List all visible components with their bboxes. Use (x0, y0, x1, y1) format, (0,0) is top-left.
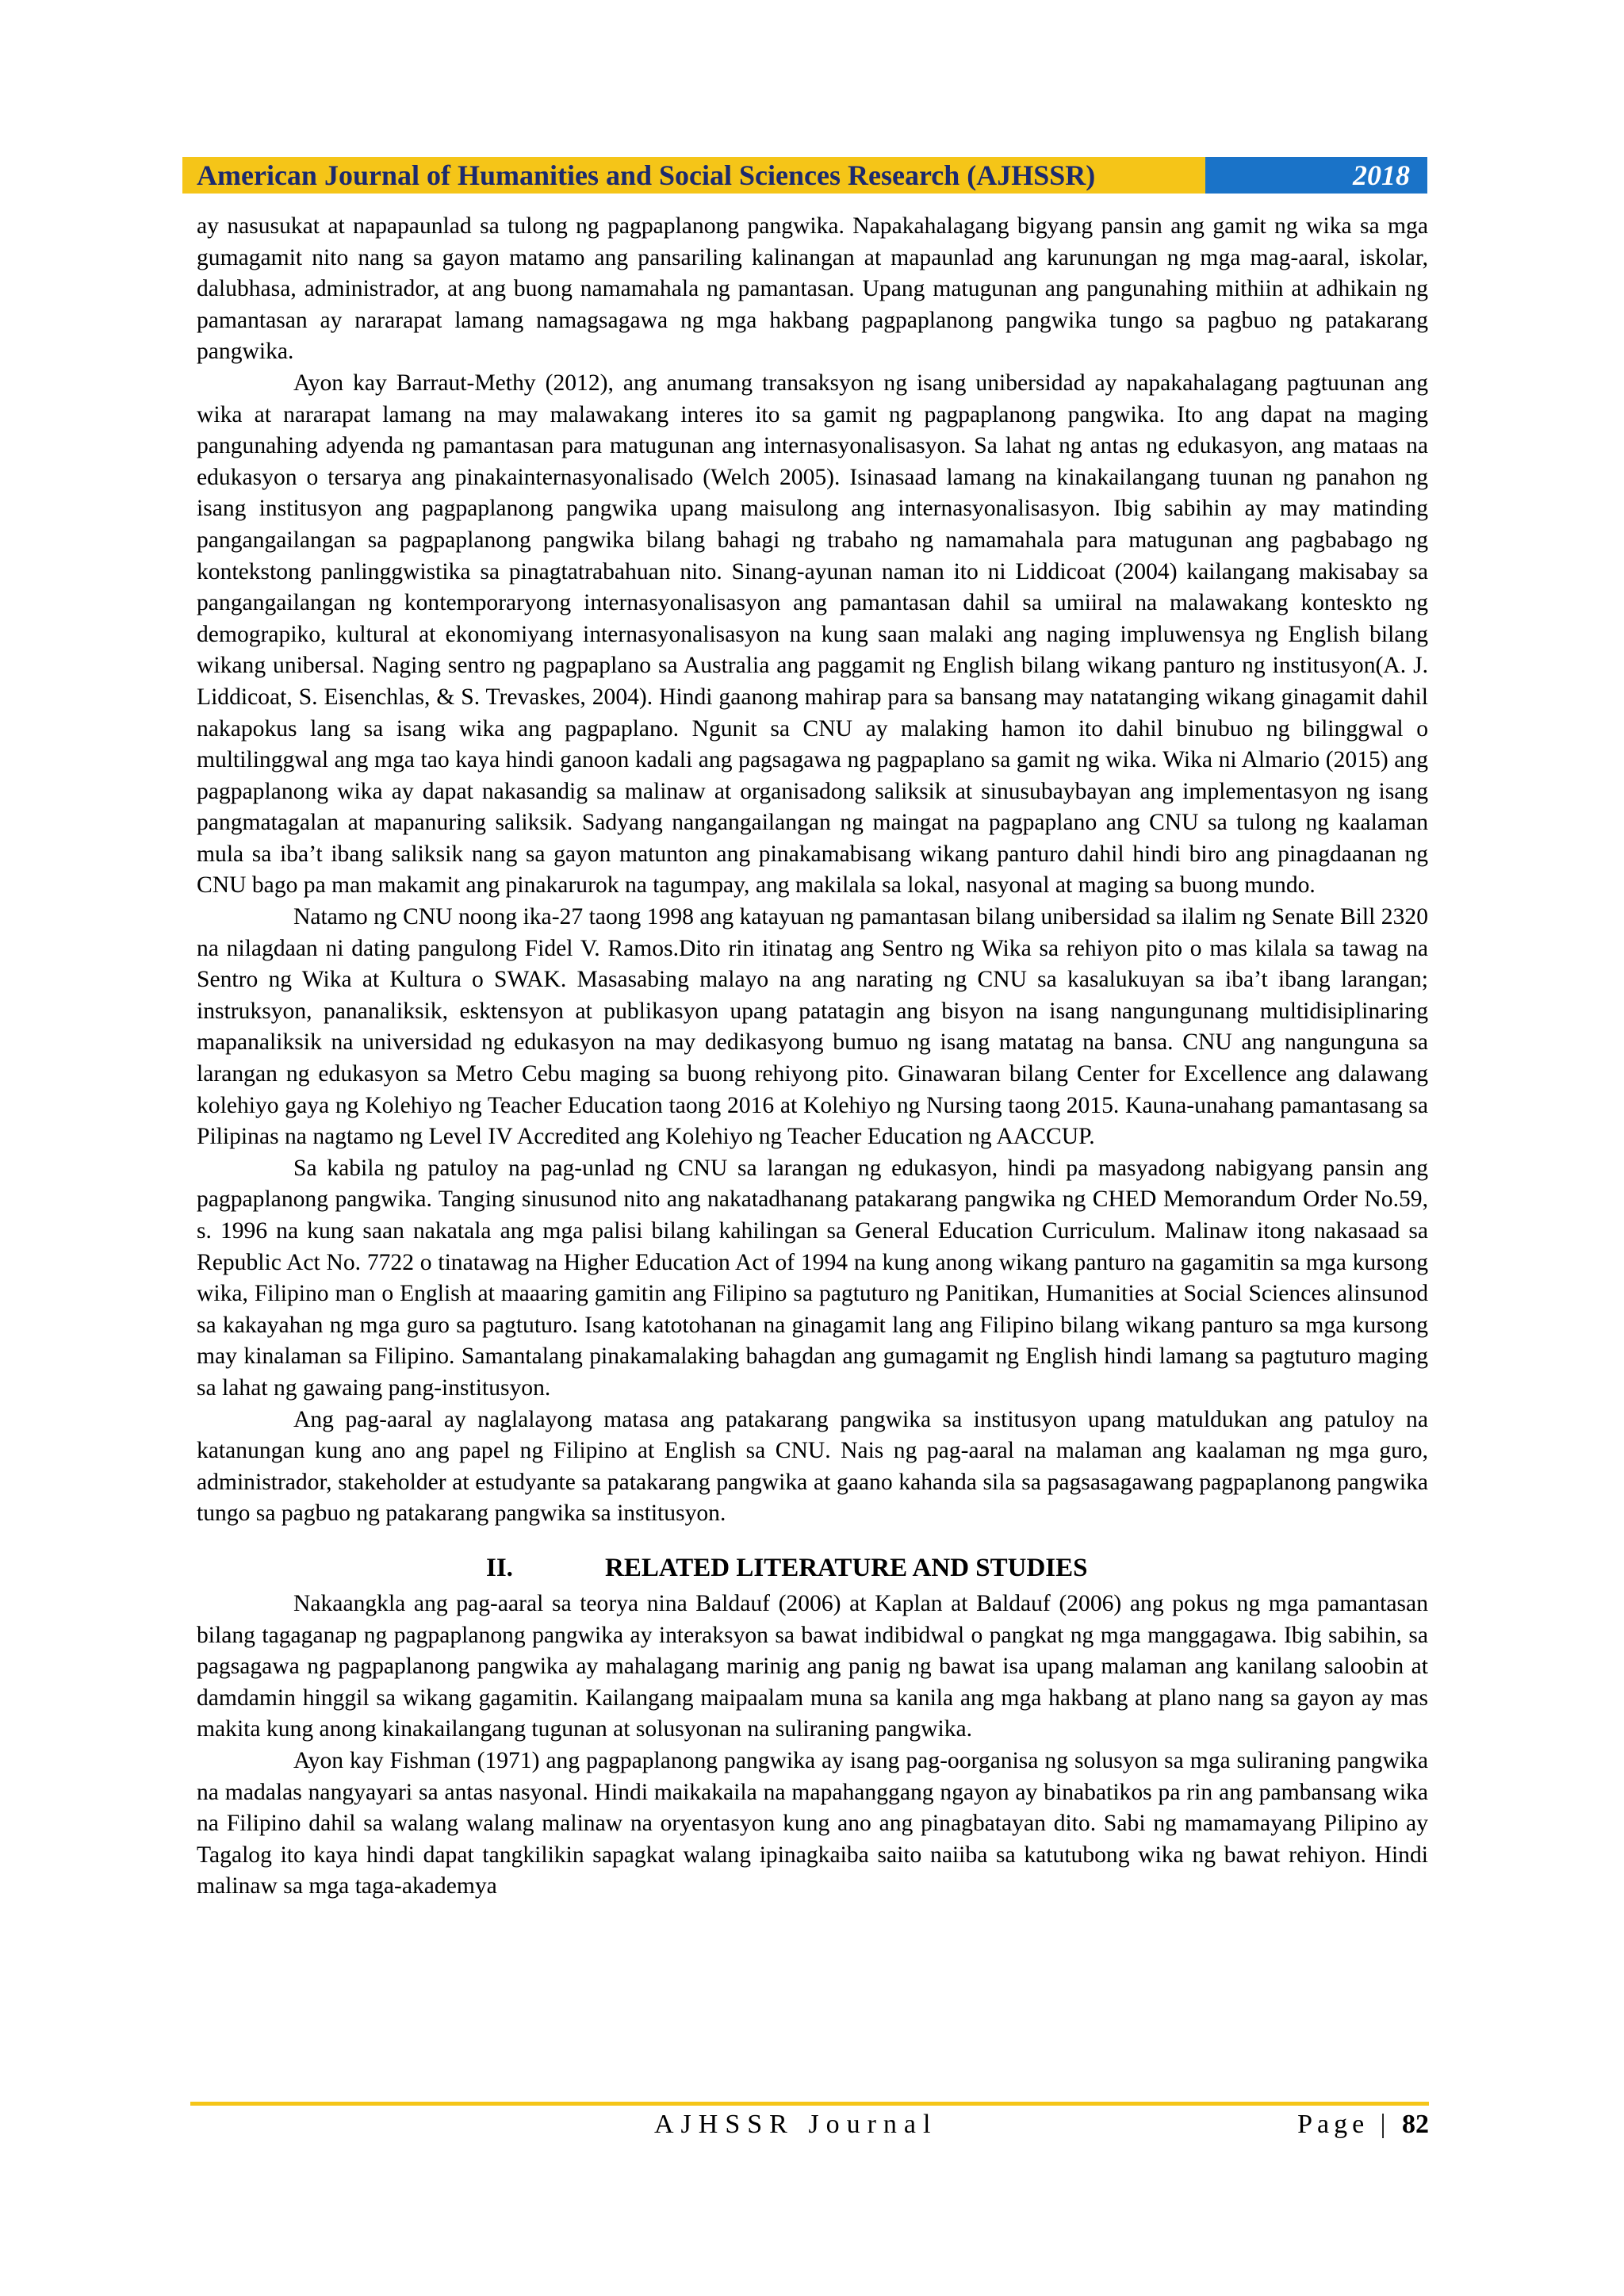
paragraph: Natamo ng CNU noong ika-27 taong 1998 ang katayuan ng pamantasan bilang unibersidad sa ilalim ng Senate Bill 2320 na nilagdaan ni dating pangulong Fidel V. Ramos.Dito rin itinatag ang Sentro ng Wika sa rehiyon pito o mas kilala sa tawag na Sentro ng Wika at Kultura o SWAK. Masasabing malayo na ang narating ng CNU sa kasalukuyan sa iba’t ibang larangan; instruksyon, pananaliksik, esktensyon at publikasyon upang patatagin ang bisyon na isang nangungunang multidisiplinaring mapanaliksik na universidad ng edukasyon na may dedikasyong bumuo ng isang matatag na bansa. CNU ang nangunguna sa larangan ng edukasyon sa Metro Cebu maging sa buong rehiyong pito. Ginawaran bilang Center for Excellence ang dalawang kolehiyo gaya ng Kolehiyo ng Teacher Education taong 2016 at Kolehiyo ng Nursing taong 2015. Kauna-unahang pamantasang sa Pilipinas na nagtamo ng Level IV Accredited ang Kolehiyo ng Teacher Education ng AACCUP. (197, 904, 1428, 1150)
footer-page-indicator (1297, 2110, 1429, 2140)
footer-divider (190, 2102, 1429, 2106)
page-number: 82 (1402, 2110, 1429, 2139)
journal-year: 2018 (1205, 157, 1427, 194)
page-header (182, 157, 1427, 194)
paragraph: ay nasusukat at napapaunlad sa tulong ng pagpaplanong pangwika. Napakahalagang bigyang pansin ang gamit ng wika sa mga gumagamit nito nang sa gayon matamo ang pansariling kalinangan at mapaunlad ang karunungan ng mga mag-aaral, iskolar, dalubhasa, administrador, at ang buong namamahala ng pamantasan. Upang matugunan ang pangunahing mithiin at adhikain ng pamantasan ay nararapat lamang namagsagawa ng mga hakbang pagpaplanong pangwika tungo sa pagbuo ng patakarang pangwika. (197, 213, 1428, 365)
section-heading (197, 1552, 1428, 1584)
journal-title: American Journal of Humanities and Social Sciences Research (AJHSSR) (182, 157, 1205, 194)
footer-journal-name: AJHSSR Journal (654, 2110, 938, 2139)
page-footer (190, 2110, 1429, 2145)
article-body (197, 211, 1428, 1903)
paragraph: Ayon kay Fishman (1971) ang pagpaplanong pangwika ay isang pag-oorganisa ng solusyon sa mga suliraning pangwika na madalas nangyayari sa antas nasyonal. Hindi maikakaila na mapahanggang ngayon ay binabatikos pa rin ang pambansang wika na Filipino dahil sa walang walang malinaw na oryentasyon kung ano ang pinagbatayan dito. Sabi ng mamamayang Pilipino ay Tagalog ito kaya hindi dapat tangkilikin sapagkat walang ipinagkaiba saito naiiba sa katutubong wika ng bawat rehiyon. Hindi malinaw sa mga taga-akademya (197, 1747, 1428, 1899)
paragraph: Nakaangkla ang pag-aaral sa teorya nina Baldauf (2006) at Kaplan at Baldauf (2006) ang pokus ng mga pamantasan bilang tagaganap ng pagpaplanong pangwika ay interaksyon sa bawat indibidwal o pangkat ng mga manggagawa. Ibig sabihin, sa pagsagawa ng pagpaplanong pangwika ay mahalagang marinig ang panig ng bawat isa upang malaman ang kanilang saloobin at damdamin hinggil sa wikang gagamitin. Kailangang maipaalam muna sa kanila ang mga hakbang at plano nang sa gayon ay mas makita kung anong kinakailangang tugunan at solusyonan na suliraning pangwika. (197, 1590, 1428, 1742)
paragraph: Ang pag-aaral ay naglalayong matasa ang patakarang pangwika sa institusyon upang matuldukan ang patuloy na katanungan kung ano ang papel ng Filipino at English sa CNU. Nais ng pag-aaral na malaman ang kaalaman ng mga guro, administrador, stakeholder at estudyante sa patakarang pangwika at gaano kahanda sila sa pagsasagawang pagpaplanong pangwika tungo sa pagbuo ng patakarang pangwika sa institusyon. (197, 1406, 1428, 1527)
paragraph: Ayon kay Barraut-Methy (2012), ang anumang transaksyon ng isang unibersidad ay napakahalagang pagtuunan ang wika at nararapat lamang na may malawakang interes ito sa gamit ng pagpaplanong pangwika. Ito ang dapat na maging pangunahing adyenda ng pamantasan para matugunan ang internasyonalisasyon. Sa lahat ng antas ng edukasyon, ang mataas na edukasyon o tersarya ang pinakainternasyonalisado (Welch 2005). Isinasaad lamang na kinakailangang tuunan ng panahon ng isang institusyon ang pagpaplanong pangwika upang maisulong ang internasyonalisasyon. Ibig sabihin ay may matinding pangangailangan sa pagpaplanong pangwika bilang bahagi ng trabaho ng namamahala para matugunan ang pagbabago ng kontekstong panlinggwistika sa pinagtatrabahuan nito. Sinang-ayunan naman ito ni Liddicoat (2004) kailangang makisabay sa pangangailangan ng kontemporaryong internasyonalisasyon ang pamantasan dahil sa umiiral na malawakang konteskto ng demograpiko, kultural at ekonomiyang internasyonalisasyon na kung saan malaki ang naging impluwensya ng English bilang wikang unibersal. Naging sentro ng pagpaplano sa Australia ang paggamit ng English bilang wikang panturo ng institusyon(A. J. Liddicoat, S. Eisenchlas, & S. Trevaskes, 2004). Hindi gaanong mahirap para sa bansang may natatanging wikang ginagamit dahil nakapokus lang sa isang wika ang pagpaplano. Ngunit sa CNU ay malaking hamon ito dahil binubuo ng bilinggwal o multilinggwal ang mga tao kaya hindi ganoon kadali ang pagsagawa ng pagpaplano sa gamit ng wika. Wika ni Almario (2015) ang pagpaplanong wika ay dapat nakasandig sa malinaw at organisadong saliksik at sinusubaybayan ang implementasyon ng isang pangmatagalan at mapanuring saliksik. Sadyang nangangailangan ng maingat na pagpaplano ang CNU sa tulong ng kaalaman mula sa iba’t ibang saliksik nang sa gayon matunton ang pinakamabisang wikang panturo dahil hindi biro ang pinagdaanan ng CNU bago pa man makamit ang pinakarurok na tagumpay, ang makilala sa lokal, nasyonal at maging sa buong mundo. (197, 370, 1428, 899)
paragraph: Sa kabila ng patuloy na pag-unlad ng CNU sa larangan ng edukasyon, hindi pa masyadong nabigyang pansin ang pagpaplanong pangwika. Tanging sinusunod nito ang nakatadhanang patakarang pangwika ng CHED Memorandum Order No.59, s. 1996 na kung saan nakatala ang mga palisi bilang kahilingan sa General Education Curriculum. Malinaw itong nakasaad sa Republic Act No. 7722 o tinatawag na Higher Education Act of 1994 na kung anong wikang panturo na gagamitin sa mga kursong wika, Filipino man o English at maaaring gamitin ang Filipino sa pagtuturo ng Panitikan, Humanities at Social Sciences alinsunod sa kakayahan ng mga guro sa pagtuturo. Isang katotohanan na ginagamit lang ang Filipino bilang wikang panturo sa mga kursong may kinalaman sa Filipino. Samantalang pinakamalaking bahagdan ang gumagamit ng English hindi lamang sa pagtuturo maging sa lahat ng gawaing pang-institusyon. (197, 1155, 1428, 1401)
section-number: II. (486, 1553, 513, 1582)
section-title: RELATED LITERATURE AND STUDIES (605, 1553, 1088, 1582)
page-label: Page | (1297, 2110, 1391, 2139)
